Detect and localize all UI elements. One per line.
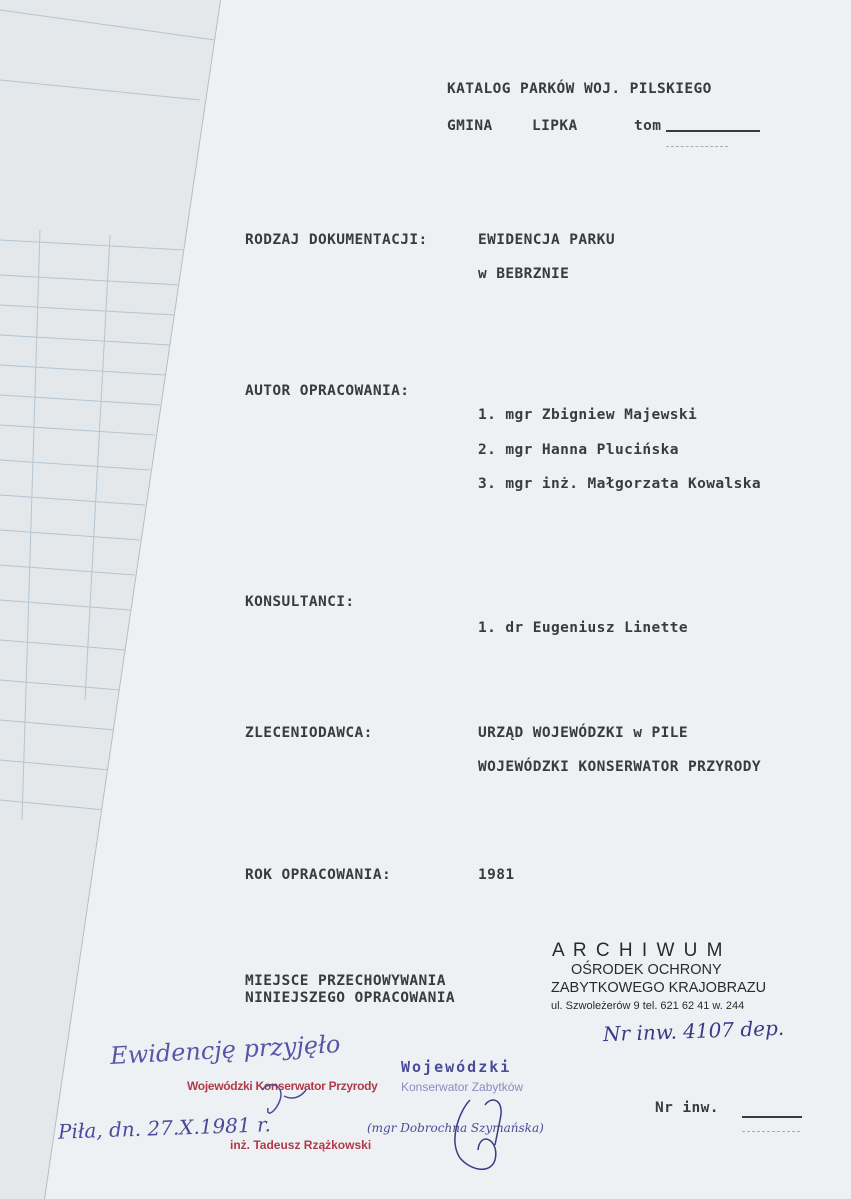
archive-stamp-address: ul. Szwoleżerów 9 tel. 621 62 41 w. 244 xyxy=(551,1000,745,1012)
archive-stamp-title: A R C H I W U M xyxy=(552,940,725,961)
archive-stamp-line2: ZABYTKOWEGO KRAJOBRAZU xyxy=(551,980,767,996)
tom-blank-line xyxy=(666,130,760,132)
handwritten-date: Piła, dn. 27.X.1981 r. xyxy=(57,1112,272,1144)
blue-stamp-line2: Konserwator Zabytków xyxy=(401,1080,524,1094)
gmina-value: LIPKA xyxy=(532,118,578,134)
doc-type-line2: w BEBRZNIE xyxy=(478,266,570,282)
archive-stamp-line1: OŚRODEK OCHRONY xyxy=(571,962,722,978)
authors-label: AUTOR OPRACOWANIA: xyxy=(245,383,410,399)
inventory-dashed-line xyxy=(742,1131,800,1132)
gmina-label: GMINA xyxy=(447,118,493,134)
storage-label-line2: NINIEJSZEGO OPRACOWANIA xyxy=(245,990,455,1006)
inventory-label: Nr inw. xyxy=(655,1100,719,1116)
blue-stamp-line1: Wojewódzki xyxy=(401,1058,512,1076)
handwritten-received-note: Ewidencję przyjęło xyxy=(109,1029,341,1071)
commissioner-label: ZLECENIODAWCA: xyxy=(245,725,373,741)
red-stamp: Wojewódzki Konserwator Przyrody xyxy=(187,1079,378,1093)
tom-dashed-line xyxy=(666,146,728,147)
catalog-title: KATALOG PARKÓW WOJ. PILSKIEGO xyxy=(447,81,712,97)
author-item: 1. mgr Zbigniew Majewski xyxy=(478,407,698,423)
author-item: 2. mgr Hanna Plucińska xyxy=(478,442,679,458)
year-value: 1981 xyxy=(478,867,515,883)
author-item: 3. mgr inż. Małgorzata Kowalska xyxy=(478,476,762,492)
year-label: ROK OPRACOWANIA: xyxy=(245,867,392,883)
blue-stamp-name: (mgr Dobrochna Szymańska) xyxy=(367,1121,544,1135)
doc-type-line1: EWIDENCJA PARKU xyxy=(478,232,615,248)
commissioner-line1: URZĄD WOJEWÓDZKI w PILE xyxy=(478,725,688,741)
tom-label: tom xyxy=(634,118,662,134)
doc-type-label: RODZAJ DOKUMENTACJI: xyxy=(245,232,428,248)
storage-label-line1: MIEJSCE PRZECHOWYWANIA xyxy=(245,973,446,989)
stamp-name-rzazkowski: inż. Tadeusz Rzążkowski xyxy=(230,1138,372,1152)
archive-inventory-handwritten: Nr inw. 4107 dep. xyxy=(602,1015,785,1047)
commissioner-line2: WOJEWÓDZKI KONSERWATOR PRZYRODY xyxy=(478,759,762,775)
consultants-label: KONSULTANCI: xyxy=(245,594,355,610)
consultant-item: 1. dr Eugeniusz Linette xyxy=(478,620,688,636)
inventory-blank-line xyxy=(742,1116,802,1118)
